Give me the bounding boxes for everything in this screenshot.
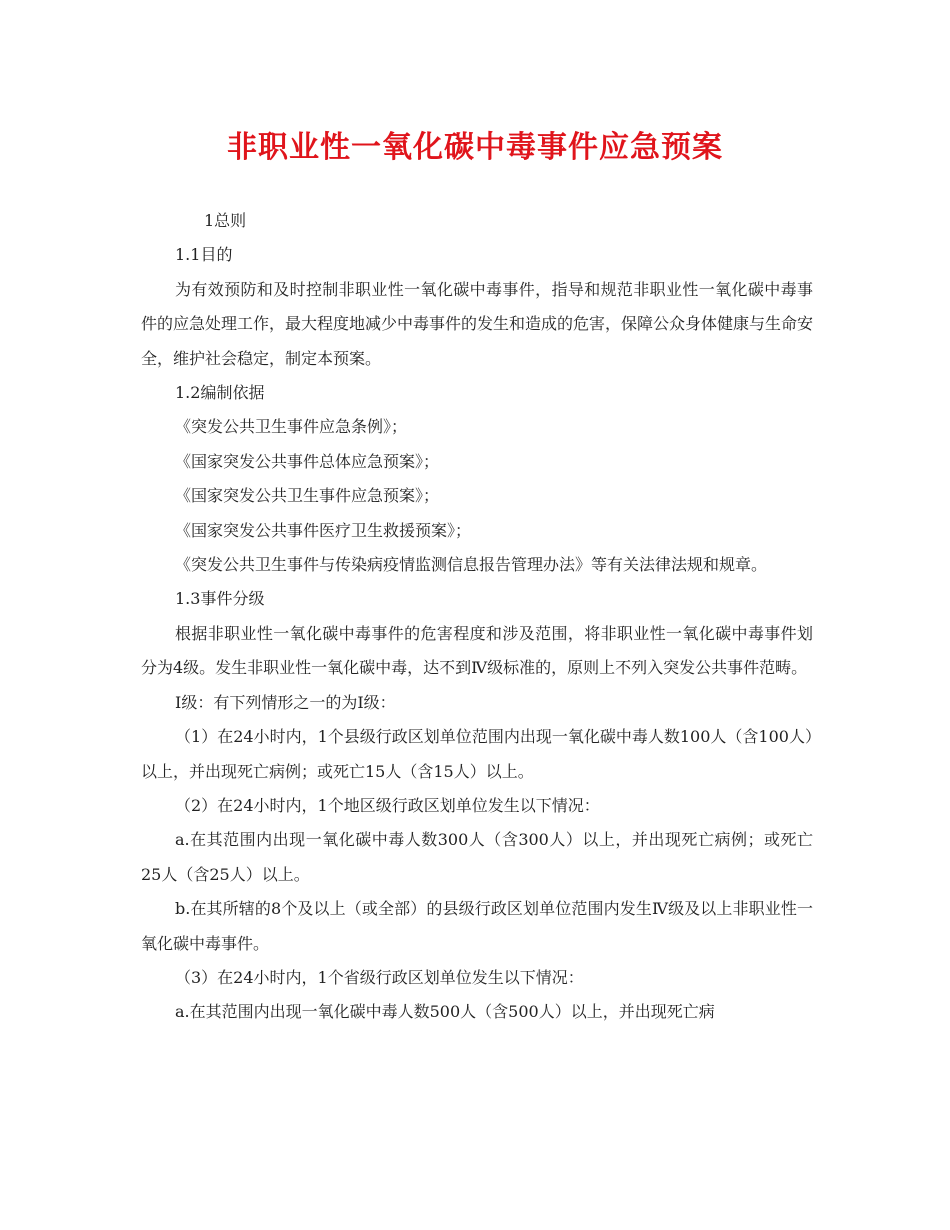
subsection-heading-purpose: 1.1目的 <box>175 245 233 265</box>
grade-one-item: （2）在24小时内，1个地区级行政区划单位发生以下情况： <box>175 795 600 815</box>
grade-one-item: （1）在24小时内，1个县级行政区划单位范围内出现一氧化碳中毒人数100人（含100人）以上，并出现死亡病例；或死亡15人（含15人）以上。 <box>141 727 813 781</box>
basis-item: 《国家突发公共事件医疗卫生救援预案》； <box>175 520 472 540</box>
grade-one-subitem: a.在其范围内出现一氧化碳中毒人数500人（含500人）以上，并出现死亡病 <box>175 1002 715 1022</box>
subsection-heading-grading: 1.3事件分级 <box>175 589 265 609</box>
paragraph-purpose: 为有效预防和及时控制非职业性一氧化碳中毒事件，指导和规范非职业性一氧化碳中毒事件的应急处理工作，最大程度地减少中毒事件的发生和造成的危害，保障公众身体健康与生命安全，维护社会稳定，制定本预案。 <box>141 279 814 368</box>
basis-item: 《国家突发公共卫生事件应急预案》； <box>175 486 440 506</box>
grade-one-item: （3）在24小时内，1个省级行政区划单位发生以下情况： <box>175 967 584 987</box>
subsection-heading-basis: 1.2编制依据 <box>175 383 265 403</box>
grade-one-subitem: a.在其范围内出现一氧化碳中毒人数300人（含300人）以上，并出现死亡病例；或死亡25人（含25人）以上。 <box>141 830 813 884</box>
basis-item: 《突发公共卫生事件应急条例》； <box>175 417 408 437</box>
paragraph-grading: 根据非职业性一氧化碳中毒事件的危害程度和涉及范围，将非职业性一氧化碳中毒事件划分为4级。发生非职业性一氧化碳中毒，达不到Ⅳ级标准的，原则上不列入突发公共事件范畴。 <box>141 623 813 678</box>
grade-one-subitem: b.在其所辖的8个及以上（或全部）的县级行政区划单位范围内发生Ⅳ级及以上非职业性一氧化碳中毒事件。 <box>141 899 813 953</box>
basis-item: 《突发公共卫生事件与传染病疫情监测信息报告管理办法》等有关法律法规和规章。 <box>175 555 768 575</box>
basis-item: 《国家突发公共事件总体应急预案》； <box>175 451 440 471</box>
document-title: 非职业性一氧化碳中毒事件应急预案 <box>227 130 723 165</box>
document-body <box>141 204 813 1030</box>
section-heading-general: 1总则 <box>204 211 247 230</box>
grade-one-heading: Ⅰ级：有下列情形之一的为Ⅰ级： <box>175 692 396 712</box>
